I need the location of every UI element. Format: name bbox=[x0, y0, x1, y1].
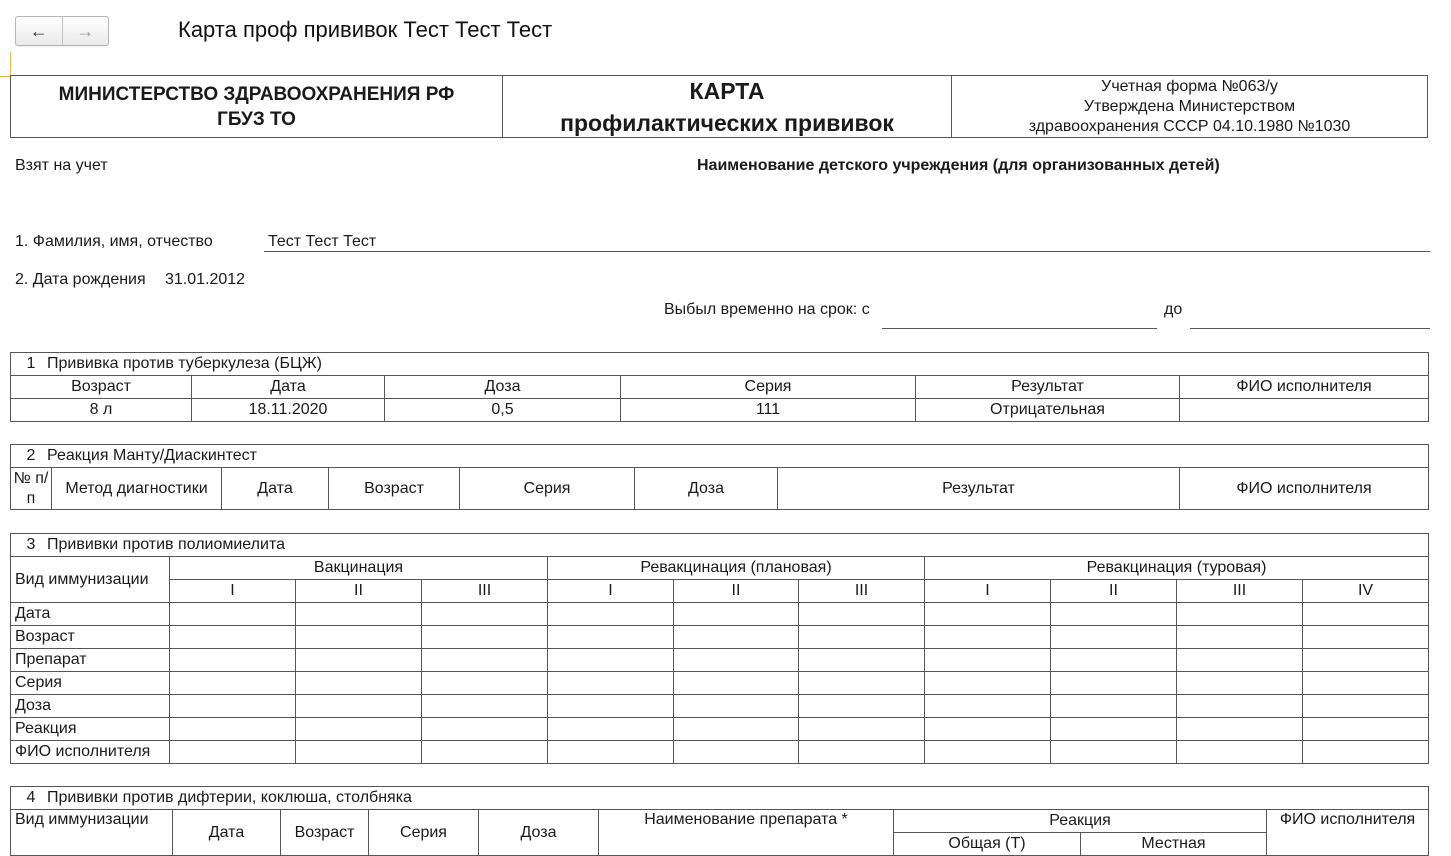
window-title: Карта проф прививок Тест Тест Тест bbox=[178, 17, 553, 42]
section-title: Прививки против полиомиелита bbox=[47, 536, 285, 553]
section-dtp-table bbox=[10, 786, 1429, 856]
sub-header-cell: II bbox=[1051, 580, 1177, 603]
forward-arrow-icon[interactable]: → bbox=[76, 20, 95, 41]
form-header bbox=[10, 75, 1428, 138]
header-cell: Дата bbox=[173, 810, 281, 856]
back-arrow-icon[interactable]: ← bbox=[16, 17, 63, 45]
ministry-cell bbox=[11, 76, 503, 137]
data-cell[interactable] bbox=[1177, 741, 1303, 764]
data-cell[interactable] bbox=[1177, 672, 1303, 695]
section-title-row bbox=[11, 787, 1429, 810]
row-label: ФИО исполнителя bbox=[11, 741, 170, 764]
data-cell[interactable] bbox=[1303, 649, 1429, 672]
header-cell: № п/п bbox=[11, 468, 52, 510]
ministry-line2: ГБУЗ ТО bbox=[217, 108, 296, 130]
section-number: 4 bbox=[26, 789, 36, 806]
header-cell: Возраст bbox=[11, 376, 192, 399]
section-title: Прививка против туберкулеза (БЦЖ) bbox=[47, 355, 322, 372]
sub-header-cell: I bbox=[925, 580, 1051, 603]
form-line2: Утверждена Министерством bbox=[1083, 97, 1296, 115]
data-cell[interactable] bbox=[422, 672, 548, 695]
ministry-line1: МИНИСТЕРСТВО ЗДРАВООХРАНЕНИЯ РФ bbox=[58, 83, 455, 105]
data-cell[interactable] bbox=[1303, 741, 1429, 764]
header-cell: Возраст bbox=[281, 810, 369, 856]
data-cell[interactable] bbox=[422, 718, 548, 741]
sub-header-cell: III bbox=[1177, 580, 1303, 603]
data-cell[interactable]: 111 bbox=[621, 399, 916, 422]
data-cell[interactable] bbox=[170, 649, 296, 672]
data-cell[interactable] bbox=[799, 718, 925, 741]
data-cell[interactable] bbox=[925, 718, 1051, 741]
data-cell[interactable] bbox=[1051, 672, 1177, 695]
header-cell: ФИО исполнителя bbox=[1267, 810, 1429, 856]
form-number-cell bbox=[952, 76, 1427, 137]
sub-header-cell: II bbox=[296, 580, 422, 603]
header-cell: Дата bbox=[222, 468, 329, 510]
section-mantoux-table bbox=[10, 444, 1429, 510]
data-cell[interactable] bbox=[925, 741, 1051, 764]
data-cell[interactable] bbox=[422, 603, 548, 626]
card-title-line1: КАРТА bbox=[689, 77, 765, 104]
row-label: Возраст bbox=[11, 626, 170, 649]
header-cell: Доза bbox=[635, 468, 778, 510]
data-cell[interactable] bbox=[925, 695, 1051, 718]
data-cell[interactable]: 0,5 bbox=[385, 399, 621, 422]
data-cell[interactable] bbox=[1051, 718, 1177, 741]
data-cell[interactable] bbox=[925, 649, 1051, 672]
data-cell[interactable] bbox=[422, 741, 548, 764]
absent-from-field[interactable] bbox=[882, 309, 1157, 329]
data-cell[interactable] bbox=[422, 626, 548, 649]
data-cell[interactable] bbox=[296, 603, 422, 626]
header-cell: Серия bbox=[460, 468, 635, 510]
data-cell[interactable] bbox=[1177, 649, 1303, 672]
data-cell[interactable]: 8 л bbox=[11, 399, 192, 422]
sub-header-cell: IV bbox=[1303, 580, 1429, 603]
data-cell[interactable] bbox=[1177, 603, 1303, 626]
header-cell: Серия bbox=[621, 376, 916, 399]
data-cell[interactable] bbox=[925, 672, 1051, 695]
data-cell[interactable] bbox=[548, 649, 674, 672]
data-cell[interactable] bbox=[1051, 741, 1177, 764]
immunization-type-header: Вид иммунизации bbox=[11, 557, 170, 603]
birth-value[interactable]: 31.01.2012 bbox=[165, 271, 246, 288]
data-cell[interactable] bbox=[1177, 695, 1303, 718]
data-cell[interactable] bbox=[422, 695, 548, 718]
data-cell[interactable] bbox=[548, 672, 674, 695]
cell-cursor-marker bbox=[0, 52, 11, 77]
data-cell[interactable] bbox=[1180, 399, 1429, 422]
data-cell[interactable] bbox=[296, 626, 422, 649]
data-cell[interactable] bbox=[1051, 626, 1177, 649]
section-title: Прививки против дифтерии, коклюша, столбняка bbox=[47, 789, 412, 806]
row-label: Серия bbox=[11, 672, 170, 695]
table-row bbox=[11, 399, 1429, 422]
data-cell[interactable] bbox=[799, 672, 925, 695]
card-title-line2: профилактических прививок bbox=[560, 109, 894, 136]
table-row bbox=[11, 718, 1429, 741]
data-cell[interactable]: Отрицательная bbox=[916, 399, 1180, 422]
data-cell[interactable] bbox=[170, 672, 296, 695]
absent-label: Выбыл временно на срок: с bbox=[664, 301, 870, 318]
header-cell: ФИО исполнителя bbox=[1180, 468, 1429, 510]
data-cell[interactable] bbox=[799, 741, 925, 764]
registered-label: Взят на учет bbox=[15, 157, 108, 174]
data-cell[interactable]: 18.11.2020 bbox=[192, 399, 385, 422]
data-cell[interactable] bbox=[1303, 718, 1429, 741]
header-cell: Метод диагностики bbox=[52, 468, 222, 510]
header-cell: Результат bbox=[778, 468, 1180, 510]
data-cell[interactable] bbox=[296, 672, 422, 695]
data-cell[interactable] bbox=[1303, 626, 1429, 649]
section-number: 2 bbox=[26, 447, 36, 464]
data-cell[interactable] bbox=[548, 695, 674, 718]
data-cell[interactable] bbox=[799, 626, 925, 649]
data-cell[interactable] bbox=[1051, 603, 1177, 626]
section-bcg-table bbox=[10, 352, 1429, 422]
header-cell: Серия bbox=[369, 810, 479, 856]
form-line3: здравоохранения СССР 04.10.1980 №1030 bbox=[1028, 117, 1351, 135]
data-cell[interactable] bbox=[799, 695, 925, 718]
data-cell[interactable] bbox=[674, 741, 799, 764]
data-cell[interactable] bbox=[1303, 695, 1429, 718]
group-header-planned-revaccination: Ревакцинация (плановая) bbox=[548, 557, 925, 580]
table-row bbox=[11, 741, 1429, 764]
sub-header-cell: Местная bbox=[1081, 833, 1267, 856]
row-label: Доза bbox=[11, 695, 170, 718]
data-cell[interactable] bbox=[799, 649, 925, 672]
table-row bbox=[11, 626, 1429, 649]
data-cell[interactable] bbox=[1051, 649, 1177, 672]
sub-header-cell: I bbox=[170, 580, 296, 603]
institution-label: Наименование детского учреждения (для организованных детей) bbox=[697, 157, 1220, 174]
data-cell[interactable] bbox=[548, 603, 674, 626]
sub-header-cell: III bbox=[799, 580, 925, 603]
header-cell: ФИО исполнителя bbox=[1180, 376, 1429, 399]
data-cell[interactable] bbox=[548, 741, 674, 764]
sub-header-cell: I bbox=[548, 580, 674, 603]
sub-header-cell: II bbox=[674, 580, 799, 603]
section-number: 1 bbox=[26, 355, 36, 372]
data-cell[interactable] bbox=[925, 626, 1051, 649]
section-title-row bbox=[11, 445, 1429, 468]
data-cell[interactable] bbox=[674, 649, 799, 672]
section-title: Реакция Манту/Диаскинтест bbox=[47, 447, 257, 464]
data-cell[interactable] bbox=[674, 626, 799, 649]
data-cell[interactable] bbox=[1177, 626, 1303, 649]
row-label: Реакция bbox=[11, 718, 170, 741]
data-cell[interactable] bbox=[674, 672, 799, 695]
sub-header-cell: Общая (Т) bbox=[894, 833, 1081, 856]
table-row bbox=[11, 649, 1429, 672]
header-cell: Наименование препарата * bbox=[599, 810, 894, 856]
data-cell[interactable] bbox=[674, 718, 799, 741]
header-cell: Доза bbox=[479, 810, 599, 856]
header-cell: Реакция bbox=[894, 810, 1267, 833]
until-label: до bbox=[1164, 301, 1183, 318]
section-title-row bbox=[11, 353, 1429, 376]
table-row bbox=[11, 672, 1429, 695]
data-cell[interactable] bbox=[170, 718, 296, 741]
data-cell[interactable] bbox=[170, 603, 296, 626]
data-cell[interactable] bbox=[170, 695, 296, 718]
data-cell[interactable] bbox=[422, 649, 548, 672]
sub-header-cell: III bbox=[422, 580, 548, 603]
data-cell[interactable] bbox=[1051, 695, 1177, 718]
data-cell[interactable] bbox=[170, 741, 296, 764]
birth-label: 2. Дата рождения bbox=[15, 271, 146, 288]
header-cell: Результат bbox=[916, 376, 1180, 399]
section-title-row bbox=[11, 534, 1429, 557]
header-cell: Дата bbox=[192, 376, 385, 399]
data-cell[interactable] bbox=[674, 695, 799, 718]
section-number: 3 bbox=[26, 536, 36, 553]
data-cell[interactable] bbox=[1303, 603, 1429, 626]
data-cell[interactable] bbox=[925, 603, 1051, 626]
name-label: 1. Фамилия, имя, отчество bbox=[15, 233, 213, 250]
navigation-buttons bbox=[15, 16, 109, 46]
group-header-tour-revaccination: Ревакцинация (туровая) bbox=[925, 557, 1429, 580]
header-cell: Вид иммунизации bbox=[11, 810, 173, 856]
data-cell[interactable] bbox=[548, 718, 674, 741]
data-cell[interactable] bbox=[296, 741, 422, 764]
data-cell[interactable] bbox=[799, 603, 925, 626]
section-polio-table bbox=[10, 533, 1429, 764]
data-cell[interactable] bbox=[296, 649, 422, 672]
data-cell[interactable] bbox=[296, 695, 422, 718]
row-label: Дата bbox=[11, 603, 170, 626]
row-label: Препарат bbox=[11, 649, 170, 672]
data-cell[interactable] bbox=[1177, 718, 1303, 741]
table-row bbox=[11, 603, 1429, 626]
data-cell[interactable] bbox=[170, 626, 296, 649]
form-line1: Учетная форма №063/у bbox=[1101, 77, 1278, 95]
data-cell[interactable] bbox=[1303, 672, 1429, 695]
absent-until-field[interactable] bbox=[1190, 309, 1430, 329]
name-field[interactable]: Тест Тест Тест bbox=[264, 233, 1430, 252]
data-cell[interactable] bbox=[548, 626, 674, 649]
group-header-vaccination: Вакцинация bbox=[170, 557, 548, 580]
header-cell: Доза bbox=[385, 376, 621, 399]
header-cell: Возраст bbox=[329, 468, 460, 510]
table-row bbox=[11, 695, 1429, 718]
data-cell[interactable] bbox=[296, 718, 422, 741]
card-title-cell bbox=[503, 76, 952, 137]
data-cell[interactable] bbox=[674, 603, 799, 626]
